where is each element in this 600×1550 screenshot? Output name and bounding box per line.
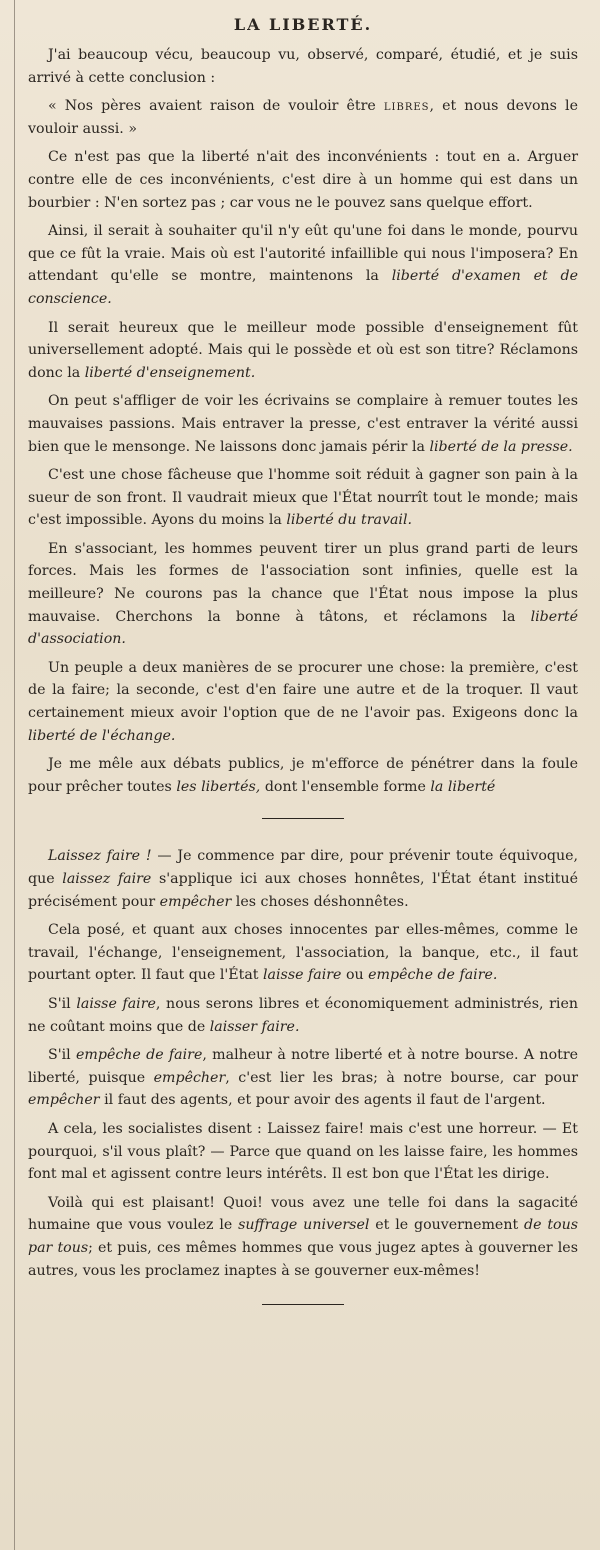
paragraph-libertes: Je me mêle aux débats publics, je m'efforce de pénétrer dans la foule pour prêcher toutes les libertés, dont l'ensemble forme la liberté (28, 756, 578, 795)
paragraph-socialistes: A cela, les socialistes disent : Laissez faire! mais c'est une horreur. — Et pourquoi, s'il vous plaît? — Parce que quand on les laisse faire, les hommes font mal et agissent contre leurs intérêts. Il est bon que l'État les dirige. (28, 1120, 578, 1183)
paragraph-enseignement: Il serait heureux que le meilleur mode possible d'enseignement fût universellement adopté. Mais qui le possède et où est son titre? Réclamons donc la liberté d'enseignement. (28, 319, 578, 381)
paragraph-presse: On peut s'affliger de voir les écrivains se complaire à remuer toutes les mauvaises passions. Mais entraver la presse, c'est entraver la vérité aussi bien que le mensonge. Ne laissons donc jamais périr la liberté de la presse. (28, 393, 578, 455)
paragraph-inconvenients: Ce n'est pas que la liberté n'ait des inconvénients : tout en a. Arguer contre elle de ces inconvénients, c'est dire à un homme qui est dans un bourbier : N'en sortez pas ; car vous ne le pouvez sans quelque effort. (28, 149, 578, 211)
paragraph-intro: J'ai beaucoup vécu, beaucoup vu, observé, comparé, étudié, et je suis arrivé à cette conclusion : (28, 47, 578, 86)
page-title: LA LIBERTÉ. (233, 15, 373, 34)
paragraph-association: En s'associant, les hommes peuvent tirer un plus grand parti de leurs forces. Mais les formes de l'association sont infinies, quelle est la meilleure? Ne courons pas la chance que l'État nous impose la plus mauvaise. Cherchons la bonne à tâtons, et réclamons la liberté d'association. (28, 540, 578, 648)
paragraph-s-il-laisse: S'il laisse faire, nous serons libres et économiquement administrés, rien ne coûtant moins que de laisser faire. (28, 995, 578, 1035)
paragraph-s-il-empeche: S'il empêche de faire, malheur à notre liberté et à notre bourse. A notre liberté, puisque empêcher, c'est lier les bras; à notre bourse, car pour empêcher il faut des agents, et pour avoir des agents il faut de l'argent. (28, 1047, 578, 1109)
paragraph-laissez-faire: Laissez faire ! — Je commence par dire, pour prévenir toute équivoque, que laissez faire s'applique ici aux choses honnêtes, l'État étant institué précisément pour empêcher les choses déshonnêtes. (28, 848, 578, 910)
column-rule (14, 0, 15, 1550)
end-divider (262, 1304, 344, 1305)
paragraph-echange: Un peuple a deux manières de se procurer une chose: la première, c'est de la faire; la seconde, c'est d'en faire une autre et de la troquer. Il vaut certainement mieux avoir l'option que de ne l'avoir pas. Exigeons donc la liberté de l'échange. (28, 659, 578, 744)
paragraph-cela-pose: Cela posé, et quant aux choses innocentes par elles-mêmes, comme le travail, l'échange, l'enseignement, l'association, la banque, etc., il faut pourtant opter. Il faut que l'État laisse faire ou empêche de faire. (28, 922, 578, 984)
paragraph-plaisant: Voilà qui est plaisant! Quoi! vous avez une telle foi dans la sagacité humaine que vous voulez le suffrage universel et le gouvernement de tous par tous; et puis, ces mêmes hommes que vous jugez aptes à gouverner les autres, vous les proclamez inaptes à se gouverner eux-mêmes! (28, 1194, 579, 1279)
paragraph-quote: « Nos pères avaient raison de vouloir être libres, et nous devons le vouloir aussi. » (28, 98, 578, 137)
section-divider (262, 818, 344, 819)
paragraph-conscience: Ainsi, il serait à souhaiter qu'il n'y eût qu'une foi dans le monde, pourvu que ce fût la vraie. Mais où est l'autorité infaillible qui nous l'imposera? En attendant qu'elle se montre, maintenons la liberté d'examen et de conscience. (28, 223, 578, 307)
paragraph-travail: C'est une chose fâcheuse que l'homme soit réduit à gagner son pain à la sueur de son front. Il vaudrait mieux que l'État nourrît tout le monde; mais c'est impossible. Ayons du moins la liberté du travail. (28, 467, 578, 529)
